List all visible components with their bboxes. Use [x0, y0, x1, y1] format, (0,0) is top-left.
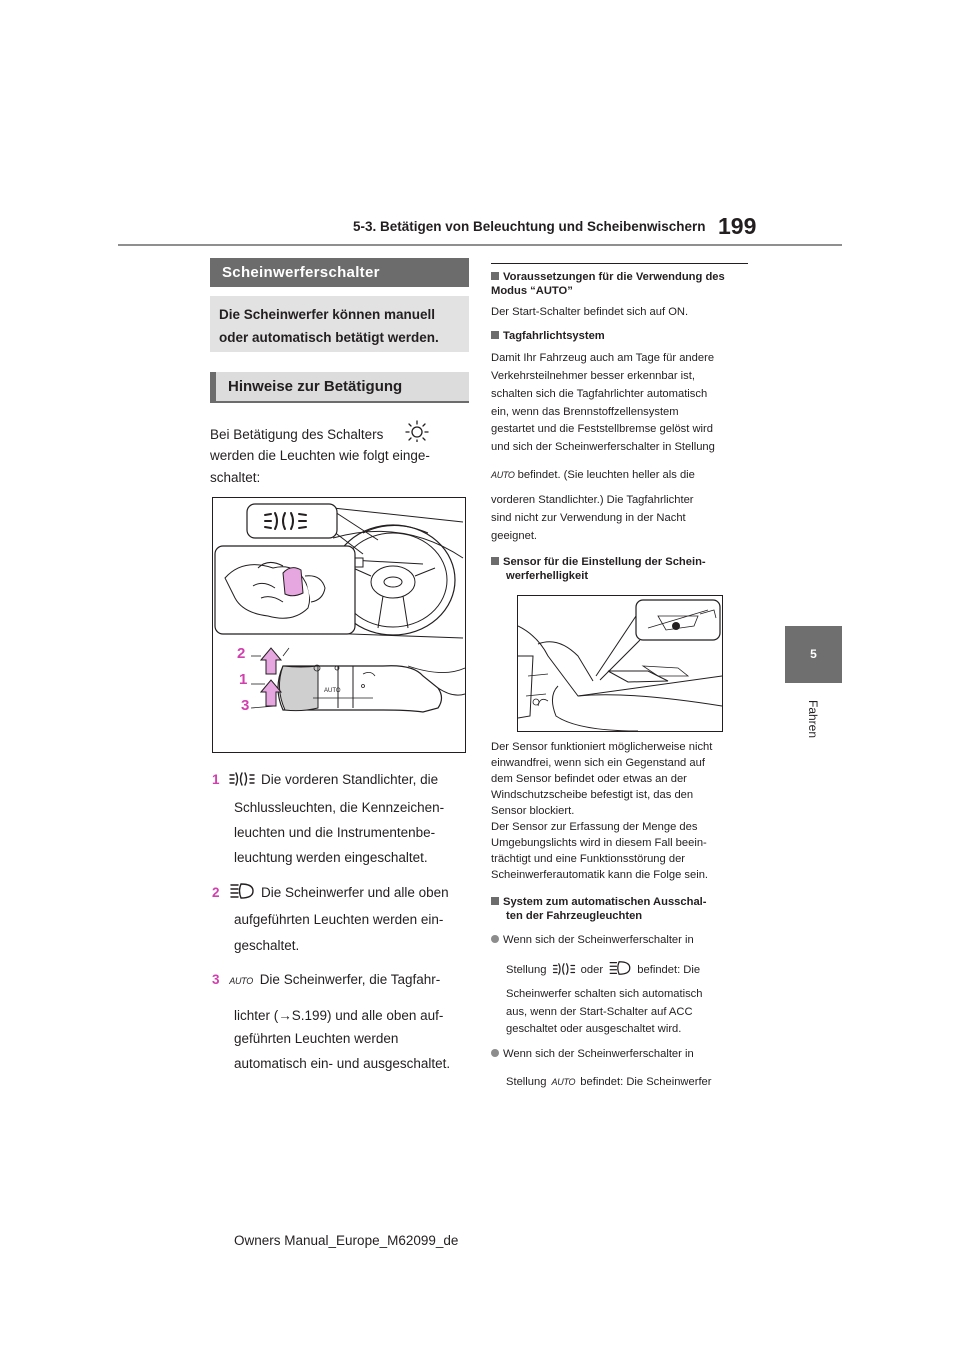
heading-auto-mode: Voraussetzungen für die Verwendung des Modus “AUTO”	[491, 271, 725, 297]
list-item-1-number: 1	[212, 772, 220, 787]
footer-text: Owners Manual_Europe_M62099_de	[234, 1233, 459, 1248]
paragraph-daytime-line-7: AUTO befindet. (Sie leuchten heller als die	[491, 469, 695, 481]
paragraph-daytime-line-10: geeignet.	[491, 530, 538, 542]
bullet-1-line-5: geschaltet oder ausgeschaltet wird.	[506, 1023, 682, 1035]
square-bullet-icon	[491, 897, 499, 905]
bullet-1-line-3: Scheinwerfer schalten sich automatisch	[506, 988, 703, 1000]
paragraph-sensor-line-5: Sensor blockiert.	[491, 805, 575, 817]
list-item-3-line-3: geführten Leuchten werden	[234, 1031, 399, 1046]
bullet-2-line-2: Stellung AUTO befindet: Die Scheinwerfer	[506, 1076, 712, 1088]
bullet-1-line-2: Stellung oder befindet: Die	[506, 960, 700, 980]
bullet-1-line-1: Wenn sich der Scheinwerferschalter in	[491, 932, 694, 950]
paragraph-daytime-line-1: Damit Ihr Fahrzeug auch am Tage für andere	[491, 352, 715, 364]
sensor-figure	[517, 595, 723, 732]
auto-icon: AUTO	[551, 1077, 576, 1087]
section-title-hinweise: Hinweise zur Betätigung	[210, 372, 469, 402]
list-item-2-line-3: geschaltet.	[234, 938, 300, 953]
paragraph-auto-mode: Der Start-Schalter befindet sich auf ON.	[491, 306, 689, 318]
list-item-3-line-1	[212, 970, 440, 991]
auto-icon: AUTO	[491, 470, 515, 480]
paragraph-daytime-line-2: Verkehrsteilnehmer besser erkennbar ist,	[491, 370, 695, 382]
lead-line-1	[210, 420, 437, 445]
list-item-2-line-2: aufgeführten Leuchten werden ein-	[234, 912, 444, 927]
section-title-scheinwerferschalter: Scheinwerferschalter	[210, 258, 469, 287]
side-lights-icon	[552, 962, 576, 976]
list-item-1-line-3: leuchten und die Instrumentenbe-	[234, 825, 436, 840]
headlight-icon	[608, 960, 632, 976]
heading-sensor: Sensor für die Einstellung der Schein-	[491, 555, 706, 569]
figure-auto-label: AUTO	[324, 688, 341, 694]
figure-label-1: 1	[239, 671, 248, 688]
page-number: 199	[718, 213, 757, 239]
lead-line-3: schaltet:	[210, 470, 261, 485]
lead-text-1: Bei Betätigung des Schalters	[210, 427, 384, 442]
header-divider	[118, 244, 842, 246]
paragraph-daytime-line-4: ein, wenn das Brennstoffzellensystem	[491, 406, 679, 418]
paragraph-daytime-line-5: gestartet und die Feststellbremse gelöst wird	[491, 423, 713, 435]
bullet-1-line-4: aus, wenn der Start-Schalter auf ACC	[506, 1006, 693, 1018]
intro-box: Die Scheinwerfer können manuell oder automatisch betätigt werden.	[210, 296, 469, 352]
list-item-3-line-4: automatisch ein- und ausgeschaltet.	[234, 1056, 451, 1071]
heading-sensor-line-2: werferhelligkeit	[506, 570, 589, 582]
list-item-1-text-1: Die vorderen Standlichter, die	[261, 772, 439, 787]
list-item-1-line-1	[212, 770, 438, 790]
list-item-1-line-4: leuchtung werden eingeschaltet.	[234, 850, 428, 865]
paragraph-sensor-line-7: Umgebungslichts wird in diesem Fall beein-	[491, 837, 707, 849]
round-bullet-icon	[491, 935, 499, 943]
paragraph-sensor-line-2: einwandfrei, wenn sich ein Gegenstand auf	[491, 757, 705, 769]
paragraph-daytime-line-9: sind nicht zur Verwendung in der Nacht	[491, 512, 686, 524]
list-item-3-text-1: Die Scheinwerfer, die Tagfahr-	[259, 972, 441, 987]
sensor-illustration	[518, 596, 722, 731]
paragraph-sensor-line-9: Scheinwerferautomatik kann die Folge sein.	[491, 869, 709, 881]
bullet-2-line-1: Wenn sich der Scheinwerferschalter in	[491, 1046, 694, 1064]
round-bullet-icon	[491, 1049, 499, 1057]
figure-label-3: 3	[241, 697, 250, 714]
paragraph-daytime-line-6: und sich der Scheinwerferschalter in Stellung	[491, 441, 715, 453]
steering-switch-illustration	[213, 498, 465, 752]
square-bullet-icon	[491, 272, 499, 280]
heading-daytime-lights: Tagfahrlichtsystem	[491, 329, 605, 343]
list-item-1-line-2: Schlussleuchten, die Kennzeichen-	[234, 800, 445, 815]
chapter-label: Fahren	[806, 700, 820, 739]
auto-icon: AUTO	[229, 976, 253, 986]
running-header-title: 5-3. Betätigen von Beleuchtung und Scheibenwischern	[353, 219, 706, 234]
paragraph-sensor-line-6: Der Sensor zur Erfassung der Menge des	[491, 821, 698, 833]
square-bullet-icon	[491, 557, 499, 565]
lead-line-2: werden die Leuchten wie folgt einge-	[210, 448, 430, 463]
figure-label-2: 2	[237, 645, 246, 662]
light-switch-icon	[397, 420, 437, 442]
square-bullet-icon	[491, 331, 499, 339]
steering-switch-figure	[212, 497, 466, 753]
paragraph-daytime-line-8: vorderen Standlichter.) Die Tagfahrlichter	[491, 494, 694, 506]
section-title-underline	[210, 401, 469, 403]
paragraph-sensor-line-3: dem Sensor befindet oder etwas an der	[491, 773, 687, 785]
heading-auto-off: System zum automatischen Ausschal-	[491, 895, 707, 909]
list-item-3-number: 3	[212, 972, 220, 987]
paragraph-sensor-line-1: Der Sensor funktioniert möglicherweise nicht	[491, 741, 713, 753]
heading-auto-off-line-2: ten der Fahrzeugleuchten	[506, 910, 643, 922]
chapter-tab[interactable]: 5	[785, 626, 842, 683]
list-item-3-line-2: lichter (→S.199) und alle oben auf-	[234, 1008, 444, 1023]
headlight-icon	[229, 882, 255, 900]
right-column-rule	[491, 263, 748, 264]
side-lights-icon	[229, 771, 255, 787]
paragraph-daytime-line-3: schalten sich die Tagfahrlichter automatisch	[491, 388, 708, 400]
paragraph-sensor-line-4: Windschutzscheibe befestigt ist, das den	[491, 789, 694, 801]
list-item-2-number: 2	[212, 885, 220, 900]
list-item-2-line-1	[212, 882, 449, 903]
list-item-2-text-1: Die Scheinwerfer und alle oben	[261, 885, 449, 900]
paragraph-sensor-line-8: trächtigt und eine Funktionsstörung der	[491, 853, 686, 865]
